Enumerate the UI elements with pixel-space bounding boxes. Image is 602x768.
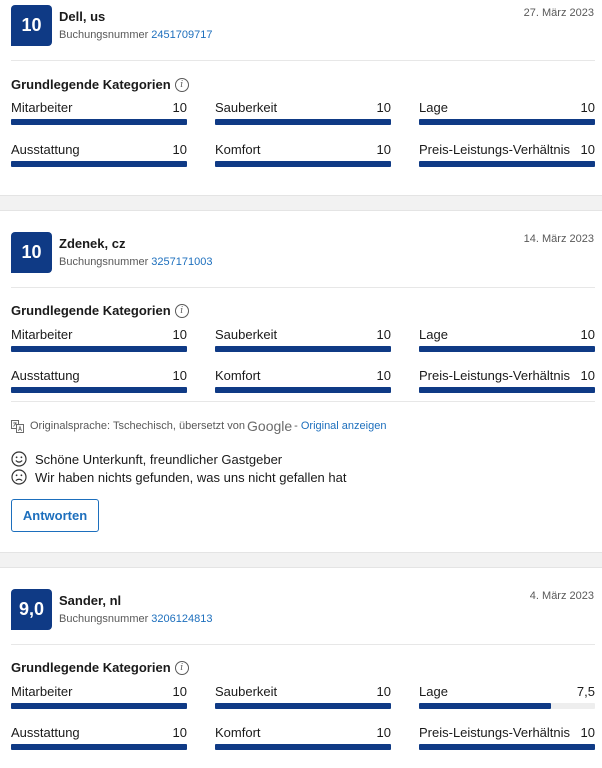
category-score: 10 [376,327,391,342]
category-score: 10 [376,725,391,740]
category-label: Sauberkeit [215,327,278,342]
score-bar [215,346,391,352]
score-bar [419,161,595,167]
category-label: Komfort [215,368,261,383]
positive-comment-text: Schöne Unterkunft, freundlicher Gastgeber [35,451,283,467]
review-score-badge: 10 [11,5,52,46]
category-label: Lage [419,684,448,699]
score-bar [11,703,187,709]
category-score: 10 [580,368,595,383]
score-bar-fill [419,703,551,709]
category-score: 10 [580,100,595,115]
booking-number[interactable]: 3206124813 [151,613,213,625]
google-logo-text: Google [247,418,293,434]
category-score: 10 [580,327,595,342]
category-score: 10 [376,368,391,383]
score-bar-fill [215,387,391,393]
review-score-badge: 9,0 [11,589,52,630]
score-bar-fill [11,161,187,167]
score-bar [419,744,595,750]
booking-number-row [59,29,212,41]
positive-comment [11,451,282,467]
score-bar-fill [419,161,595,167]
review-date: 14. März 2023 [523,233,594,245]
category-label: Preis-Leistungs-Verhältnis [419,368,571,383]
translation-text: Originalsprache: Tschechisch, übersetzt von [30,420,246,432]
booking-number[interactable]: 2451709717 [151,29,213,41]
review-date: 27. März 2023 [523,7,594,19]
category-label: Preis-Leistungs-Verhältnis [419,142,571,157]
booking-number-row [59,613,212,625]
review-separator [0,552,602,568]
score-bar-fill [11,703,187,709]
category-label: Ausstattung [11,142,80,157]
translate-icon [11,420,24,433]
category-score: 10 [580,142,595,157]
score-bar-fill [419,346,595,352]
score-bar [215,119,391,125]
categories-heading-text: Grundlegende Kategorien [11,303,171,318]
score-bar-fill [215,703,391,709]
category-label: Komfort [215,142,261,157]
category-score: 10 [172,368,187,383]
score-bar [215,161,391,167]
category-label: Lage [419,100,448,115]
category-label: Lage [419,327,448,342]
score-bar-fill [419,119,595,125]
score-bar [215,703,391,709]
score-bar [215,387,391,393]
divider [11,60,595,61]
score-bar [11,119,187,125]
score-bar-fill [11,346,187,352]
category-label: Mitarbeiter [11,327,73,342]
category-label: Ausstattung [11,725,80,740]
category-score: 10 [376,142,391,157]
translation-note [11,418,386,434]
show-original-link[interactable]: Original anzeigen [300,420,387,432]
info-icon[interactable]: i [175,304,189,318]
score-bar-fill [215,346,391,352]
category-score: 10 [172,327,187,342]
category-score: 10 [376,684,391,699]
score-bar-fill [215,161,391,167]
booking-number-row [59,256,212,268]
frown-icon [11,469,27,485]
score-bar-fill [11,119,187,125]
reviewer-name: Zdenek, cz [59,236,126,251]
review-date: 4. März 2023 [529,590,594,602]
review-separator [0,195,602,211]
divider [11,644,595,645]
score-bar [215,744,391,750]
review-score-badge: 10 [11,232,52,273]
divider [11,401,595,402]
category-score: 7,5 [576,684,595,699]
negative-comment-text: Wir haben nichts gefunden, was uns nicht gefallen hat [35,469,347,485]
smile-icon [11,451,27,467]
categories-heading-text: Grundlegende Kategorien [11,660,171,675]
categories-heading-text: Grundlegende Kategorien [11,77,171,92]
score-bar [11,346,187,352]
category-label: Sauberkeit [215,100,278,115]
category-score: 10 [376,100,391,115]
booking-label: Buchungsnummer [59,256,149,268]
category-label: Komfort [215,725,261,740]
booking-number[interactable]: 3257171003 [151,256,213,268]
score-bar [11,161,187,167]
score-bar-fill [215,744,391,750]
category-label: Preis-Leistungs-Verhältnis [419,725,571,740]
score-bar [419,119,595,125]
info-icon[interactable]: i [175,661,189,675]
translation-separator: - [294,420,298,432]
booking-label: Buchungsnummer [59,613,149,625]
divider [11,287,595,288]
score-bar [419,346,595,352]
category-label: Mitarbeiter [11,100,73,115]
score-bar [11,387,187,393]
category-score: 10 [172,100,187,115]
info-icon[interactable]: i [175,78,189,92]
reviewer-name: Dell, us [59,9,106,24]
booking-label: Buchungsnummer [59,29,149,41]
category-label: Ausstattung [11,368,80,383]
categories-heading [11,77,189,92]
category-score: 10 [580,725,595,740]
score-bar [419,387,595,393]
score-bar [419,703,595,709]
category-label: Sauberkeit [215,684,278,699]
score-bar [11,744,187,750]
negative-comment [11,469,346,485]
category-label: Mitarbeiter [11,684,73,699]
reviewer-name: Sander, nl [59,593,122,608]
category-score: 10 [172,142,187,157]
categories-heading [11,303,189,318]
score-bar-fill [11,387,187,393]
score-bar-fill [419,744,595,750]
score-bar-fill [419,387,595,393]
category-score: 10 [172,725,187,740]
score-bar-fill [11,744,187,750]
score-bar-fill [215,119,391,125]
reply-button[interactable]: Antworten [11,499,99,532]
category-score: 10 [172,684,187,699]
categories-heading [11,660,189,675]
